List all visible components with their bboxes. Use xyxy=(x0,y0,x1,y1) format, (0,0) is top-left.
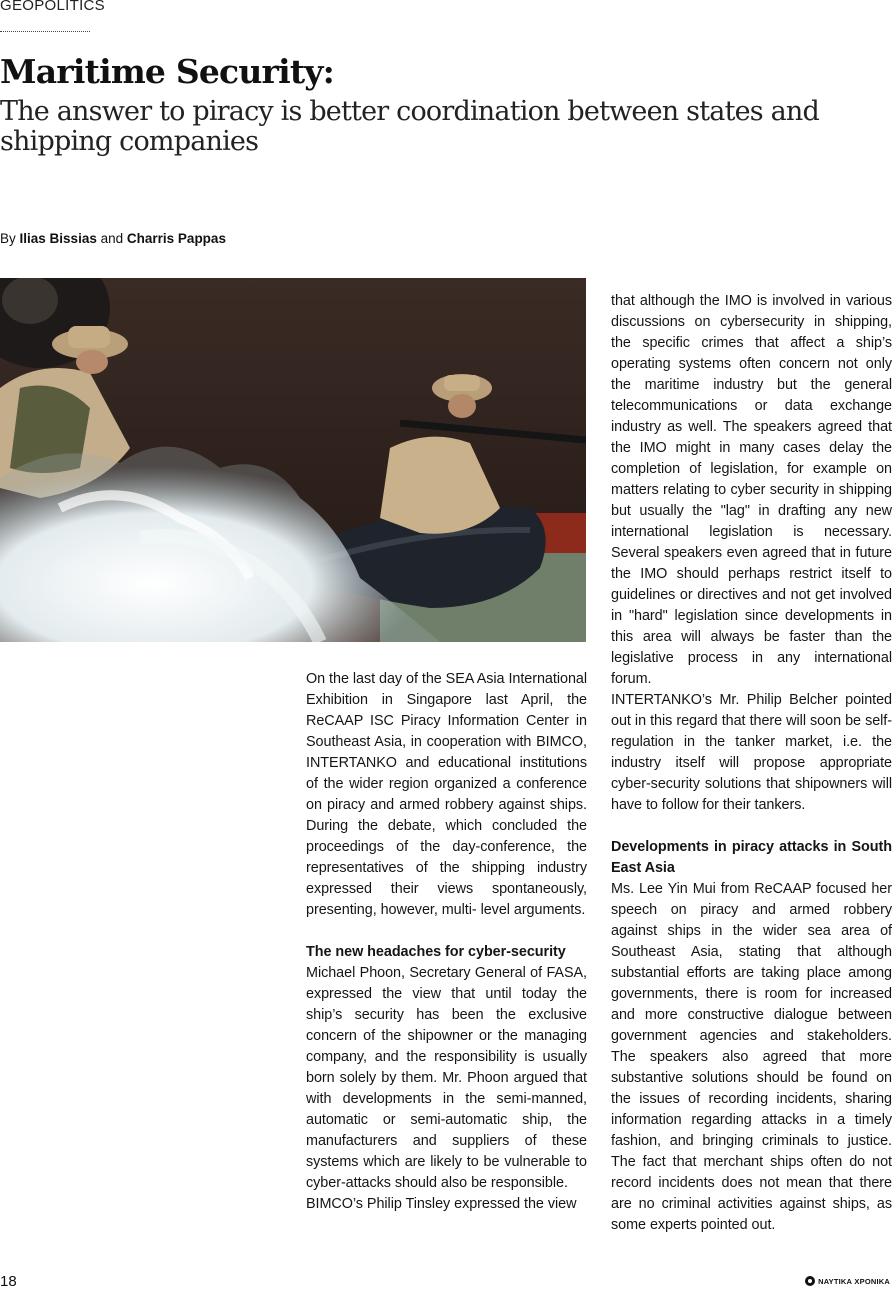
logo-icon xyxy=(805,1276,815,1286)
author-name: Charris Pappas xyxy=(126,231,226,246)
section-heading: Developments in piracy attacks in South East Asia xyxy=(611,839,892,876)
photo-illustration xyxy=(0,278,586,642)
section-label: GEOPOLITICS xyxy=(0,0,105,14)
article-photo xyxy=(0,278,586,642)
paragraph: INTERTANKO’s Mr. Philip Belcher pointed out in this regard that there will soon be self-regulation in the tanker market, i.e. the industry itself will propose appropriate cyber-security solutions that shipowners will have to follow for their tankers. xyxy=(611,692,892,813)
author-name: Ilias Bissias xyxy=(19,231,97,246)
byline-prefix: By xyxy=(0,231,16,246)
byline xyxy=(0,231,226,246)
publication-name: ΝΑΥΤΙΚΑ ΧΡΟΝΙΚΑ xyxy=(818,1276,890,1286)
paragraph: On the last day of the SEA Asia International Exhibition in Singapore last April, the ReCAAP ISC Piracy Information Center in Southeast Asia, in cooperation with BIMCO, INTERTANKO and educational institutions of the wider region organized a conference on piracy and armed robbery against ships. During the debate, which concluded the proceedings of the day-conference, the representatives of the shipping industry expressed their views spontaneously, presenting, however, multi- level arguments. xyxy=(306,671,587,918)
paragraph: Michael Phoon, Secretary General of FASA, expressed the view that until today the ship’s security has been the exclusive concern of the shipowner or the managing company, and the responsibility is usually born solely by them. Mr. Phoon argued that with developments in the semi-manned, automatic or semi-automatic ship, the manufacturers and suppliers of these systems which are likely to be vulnerable to cyber-attacks should also be responsible. xyxy=(306,965,587,1191)
paragraph: that although the IMO is involved in various discussions on cybersecurity in shipping, the specific crimes that affect a ship’s operating systems often concern not only the maritime industry but the general telecommunications or data exchange industry as well. The speakers agreed that the IMO might in many cases delay the completion of legislation, for example on matters relating to cyber security in shipping but usually the "lag" in drafting any new international legislation is necessary. Several speakers even agreed that in future the IMO should perhaps restrict itself to guidelines or directives and not get involved in "hard" legislation since developments in this area will always be faster than the legislative process in any international forum. xyxy=(611,293,892,687)
article-column-right xyxy=(611,291,892,1236)
paragraph: Ms. Lee Yin Mui from ReCAAP focused her speech on piracy and armed robbery against ships in the wider sea area of Southeast Asia, stating that although substantial efforts are taking place among governments, there is room for increased and more constructive dialogue between government agencies and stakeholders. The speakers also agreed that more substantive solutions should be found on the issues of recording incidents, sharing information regarding attacks in a timely fashion, and bringing criminals to justice. The fact that merchant ships often do not record incidents does not mean that there are no criminal activities against ships, as some experts pointed out. xyxy=(611,881,892,1233)
article-subtitle: The answer to piracy is better coordination between states and shipping companies xyxy=(0,96,820,157)
section-divider xyxy=(0,31,90,32)
article-title: Maritime Security: xyxy=(0,52,335,91)
publication-logo xyxy=(805,1276,890,1286)
page-number: 18 xyxy=(0,1273,17,1290)
section-heading: The new headaches for cyber-security xyxy=(306,944,566,960)
paragraph: BIMCO’s Philip Tinsley expressed the view xyxy=(306,1196,577,1212)
article-column-left xyxy=(306,669,587,1215)
byline-conjunction: and xyxy=(100,231,124,246)
